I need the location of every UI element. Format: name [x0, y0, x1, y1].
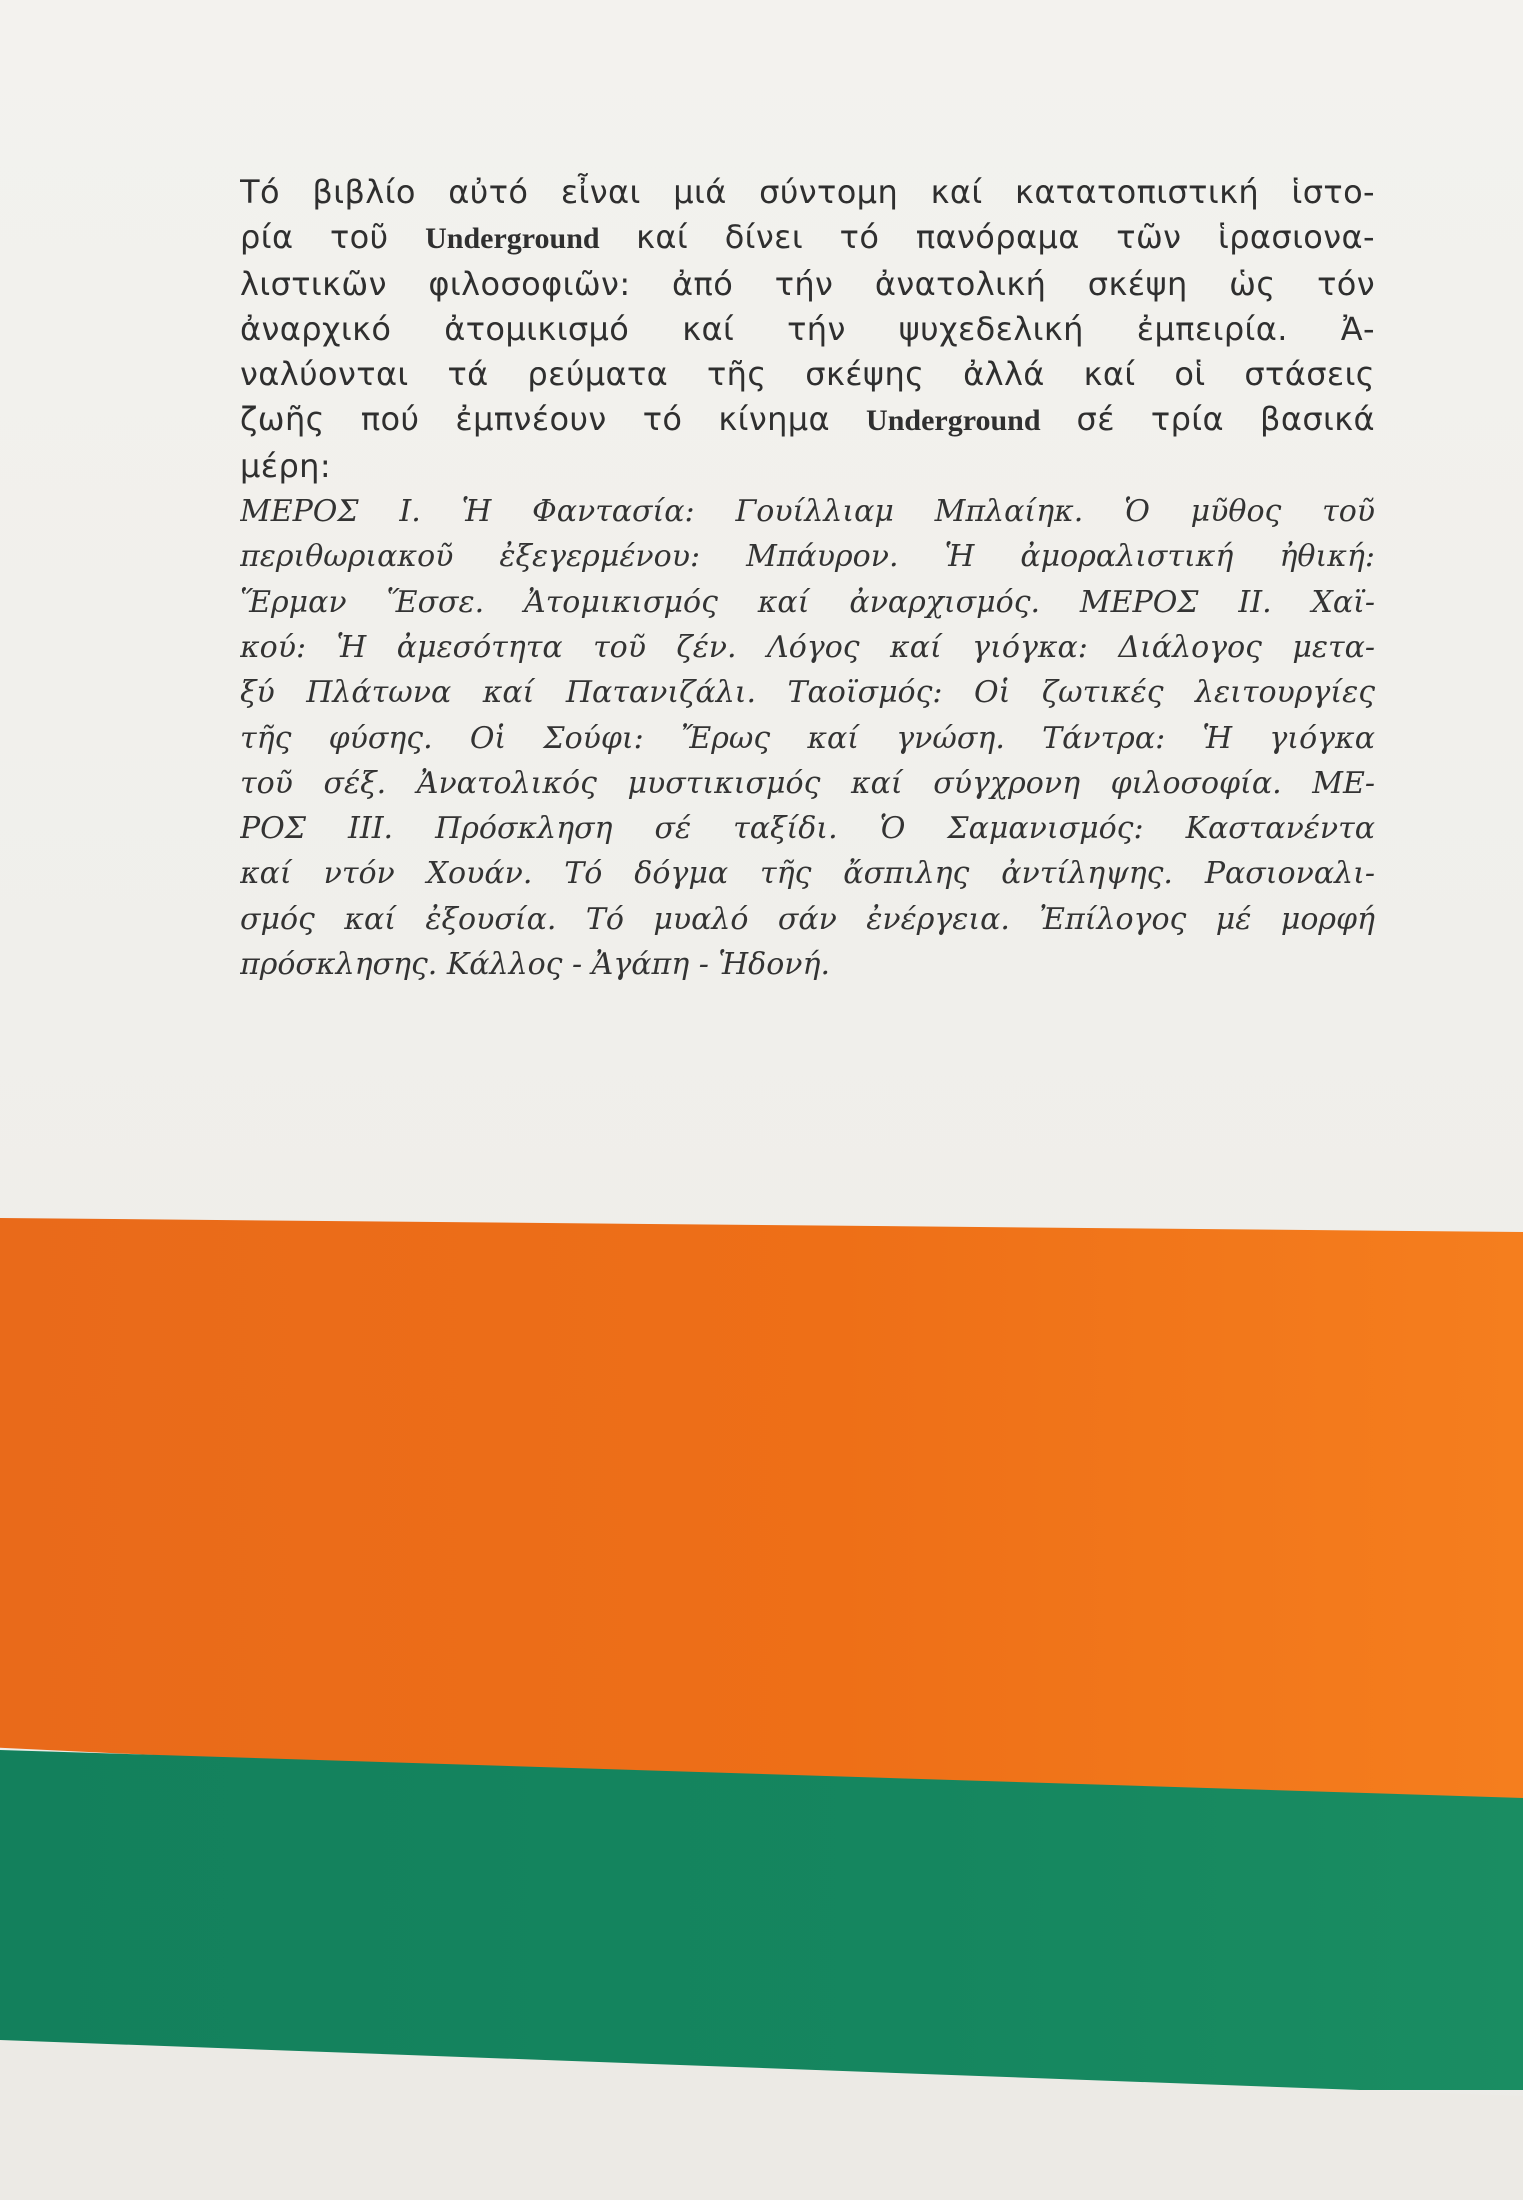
intro-line: Τό βιβλίο αὐτό εἶναι μιά σύντομη καί κατατοπιστική ἱστο-: [240, 173, 1375, 211]
underground-term: Underground: [866, 404, 1041, 438]
intro-line: λιστικῶν φιλοσοφιῶν: ἀπό τήν ἀνατολική σκέψη ὡς τόν: [240, 264, 1375, 303]
intro-line: ζωῆς πού ἐμπνέουν τό κίνημα Underground σέ τρία βασικά: [240, 400, 1375, 439]
intro-line: ἀναρχικό ἀτομικισμό καί τήν ψυχεδελική ἐμπειρία. Ἀ-: [240, 309, 1375, 348]
parts-line: τῆς φύσης. Οἱ Σούφι: Ἔρως καί γνώση. Τάντρα: Ἡ γιόγκα: [240, 720, 1375, 756]
orange-band: [0, 1218, 1523, 1820]
green-band: [0, 1750, 1523, 2090]
intro-line: ρία τοῦ Underground καί δίνει τό πανόραμα τῶν ἱρασιονα-: [240, 218, 1375, 257]
intro-line: μέρη:: [240, 446, 332, 485]
cover-blurb: [240, 170, 1375, 987]
parts-line: ΡΟΣ ΙΙΙ. Πρόσκληση σέ ταξίδι. Ὁ Σαμανισμός: Καστανέντα: [240, 811, 1375, 847]
blurb-parts: [240, 489, 1375, 987]
parts-line: τοῦ σέξ. Ἀνατολικός μυστικισμός καί σύγχρονη φιλοσοφία. ΜΕ-: [240, 765, 1375, 801]
blurb-intro: [240, 170, 1375, 489]
parts-line: ΜΕΡΟΣ Ι. Ἡ Φαντασία: Γουίλλιαμ Μπλαίηκ. Ὁ μῦθος τοῦ: [240, 494, 1375, 530]
intro-line: ναλύονται τά ρεύματα τῆς σκέψης ἀλλά καί οἱ στάσεις: [240, 355, 1375, 394]
parts-line: σμός καί ἐξουσία. Τό μυαλό σάν ἐνέργεια. Ἐπίλογος μέ μορφή: [240, 901, 1375, 937]
parts-line: κού: Ἡ ἀμεσότητα τοῦ ζέν. Λόγος καί γιόγκα: Διάλογος μετα-: [240, 629, 1375, 665]
parts-line: ξύ Πλάτωνα καί Πατανιζάλι. Ταοϊσμός: Οἱ ζωτικές λειτουργίες: [240, 675, 1375, 711]
underground-term: Underground: [425, 222, 600, 256]
parts-line: Ἕρμαν Ἕσσε. Ἀτομικισμός καί ἀναρχισμός. ΜΕΡΟΣ ΙΙ. Χαϊ-: [240, 584, 1375, 620]
parts-line: καί ντόν Χουάν. Τό δόγμα τῆς ἄσπιλης ἀντίληψης. Ρασιοναλι-: [240, 856, 1375, 892]
parts-line: περιθωριακοῦ ἐξεγερμένου: Μπάυρον. Ἡ ἀμοραλιστική ἠθική:: [240, 539, 1375, 575]
parts-line: πρόσκλησης. Κάλλος - Ἀγάπη - Ἡδονή.: [240, 947, 831, 983]
